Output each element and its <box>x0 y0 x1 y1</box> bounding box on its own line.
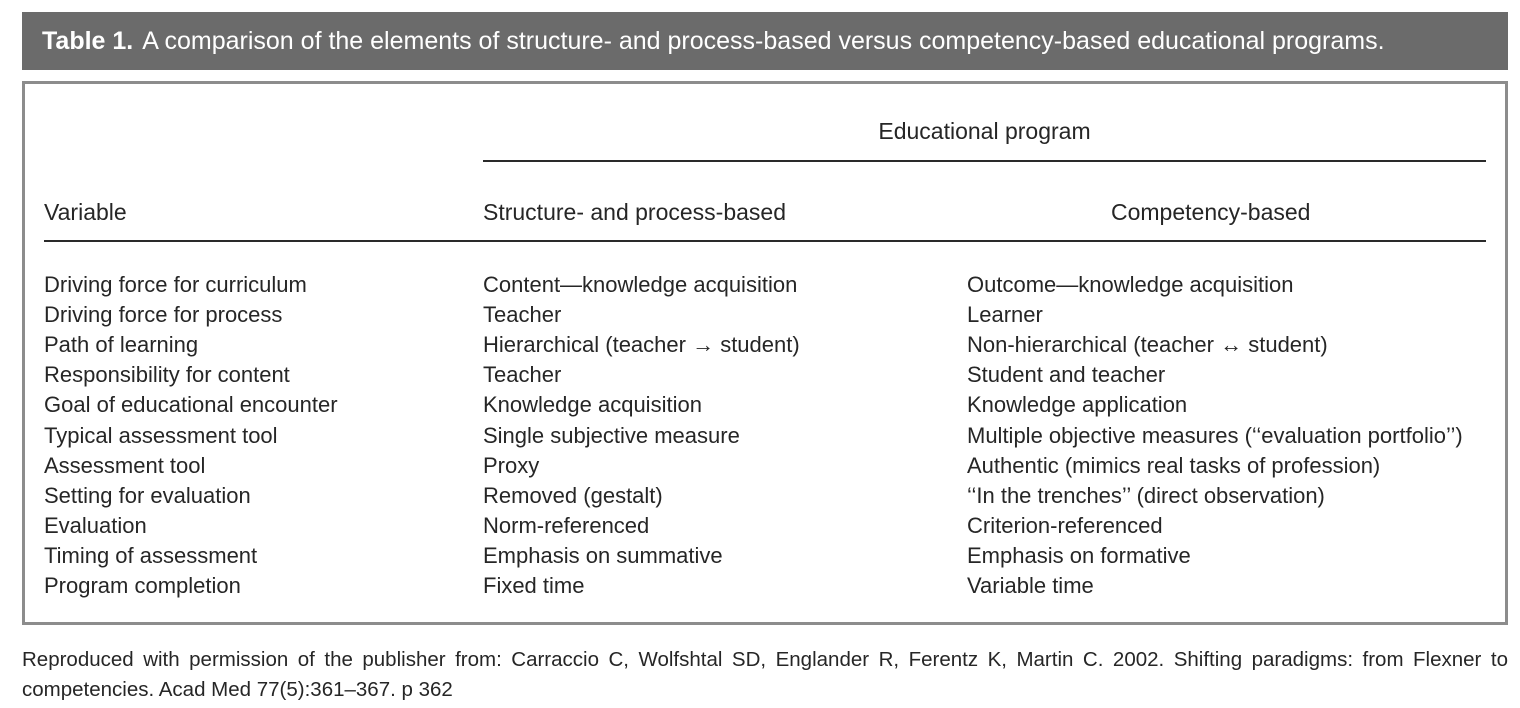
cell-variable: Driving force for process <box>44 302 283 328</box>
column-header-variable: Variable <box>44 199 127 225</box>
cell-variable: Setting for evaluation <box>44 482 251 508</box>
cell-competency: Student and teacher <box>967 362 1166 388</box>
table-row <box>25 390 1505 420</box>
cell-variable: Path of learning <box>44 332 199 358</box>
cell-structure-process: Teacher <box>483 362 562 388</box>
cell-variable: Typical assessment tool <box>44 422 278 448</box>
cell-competency: Knowledge application <box>967 392 1188 418</box>
table-row <box>25 300 1505 330</box>
cell-structure-process: Single subjective measure <box>483 422 740 448</box>
column-header-competency: Competency-based <box>1111 199 1311 225</box>
source-note: Reproduced with permission of the publisher from: Carraccio C, Wolfshtal SD, Englander R, Ferentz K, Martin C. 2002. Shifting paradigms: from Flexner to competencies. Acad Med 77(5):361–367. p 362 <box>22 648 1508 701</box>
cell-structure-process: Removed (gestalt) <box>483 482 663 508</box>
cell-structure-process: Fixed time <box>483 573 585 598</box>
cell-competency: Emphasis on formative <box>967 542 1191 568</box>
cell-structure-process: Emphasis on summative <box>483 542 723 568</box>
column-header-rule <box>44 240 1486 242</box>
table-caption <box>22 12 1508 70</box>
cell-competency: Learner <box>967 302 1043 328</box>
cell-competency: Variable time <box>967 573 1094 598</box>
table-row <box>25 481 1505 511</box>
cell-structure-process: Knowledge acquisition <box>483 392 702 418</box>
table-row <box>25 511 1505 541</box>
cell-variable: Program completion <box>44 573 241 598</box>
table-row <box>25 421 1505 451</box>
group-header-rule <box>483 160 1486 162</box>
cell-competency: Multiple objective measures (‘‘evaluation portfolio’’) <box>967 422 1463 448</box>
cell-competency: Outcome—knowledge acquisition <box>967 272 1294 297</box>
table-row <box>25 270 1505 300</box>
table-caption-text: A comparison of the elements of structure- and process-based versus competency-based educational programs. <box>142 26 1385 55</box>
table-row <box>25 360 1505 390</box>
table-row <box>25 330 1505 360</box>
column-header-structure-process: Structure- and process-based <box>483 199 786 225</box>
cell-structure-process: Teacher <box>483 302 562 328</box>
cell-competency: Criterion-referenced <box>967 512 1163 538</box>
table-row <box>25 571 1505 601</box>
cell-competency: Non-hierarchical (teacher ↔ student) <box>967 332 1328 358</box>
cell-variable: Goal of educational encounter <box>44 392 338 418</box>
cell-structure-process: Hierarchical (teacher → student) <box>483 332 800 358</box>
table-row <box>25 541 1505 571</box>
group-header: Educational program <box>878 118 1091 144</box>
cell-structure-process: Content—knowledge acquisition <box>483 272 798 297</box>
cell-variable: Driving force for curriculum <box>44 272 307 297</box>
cell-variable: Evaluation <box>44 512 147 538</box>
cell-variable: Assessment tool <box>44 452 206 478</box>
cell-competency: ‘‘In the trenches’’ (direct observation) <box>967 482 1325 508</box>
cell-variable: Timing of assessment <box>44 542 258 568</box>
cell-variable: Responsibility for content <box>44 362 290 388</box>
cell-structure-process: Proxy <box>483 452 540 478</box>
table-caption-label: Table 1. <box>42 26 134 55</box>
table-row <box>25 451 1505 481</box>
cell-competency: Authentic (mimics real tasks of profession) <box>967 452 1381 478</box>
comparison-table <box>22 81 1508 625</box>
cell-structure-process: Norm-referenced <box>483 512 650 538</box>
